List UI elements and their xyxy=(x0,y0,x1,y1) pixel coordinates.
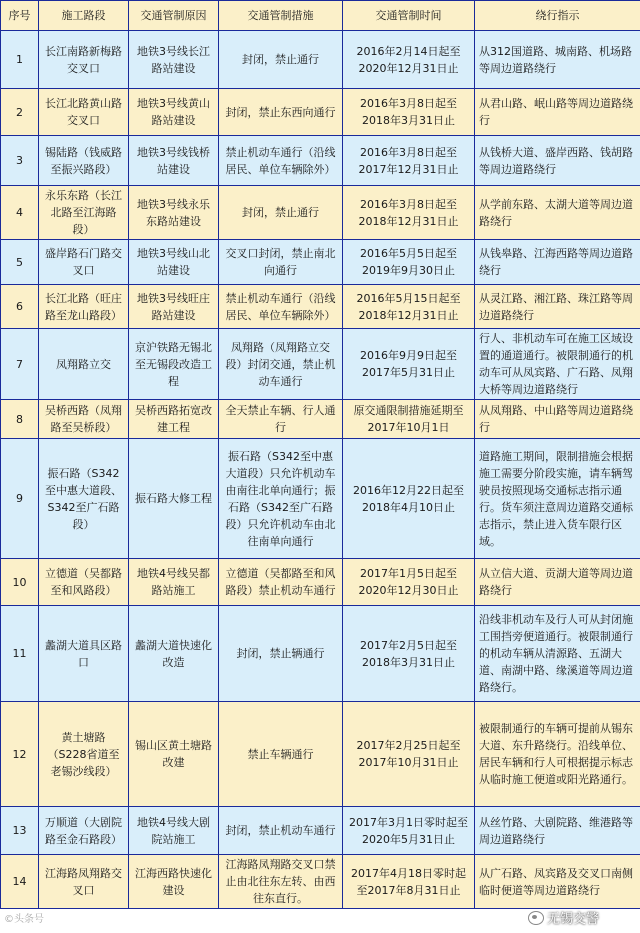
table-row xyxy=(1,285,640,329)
table-row xyxy=(1,329,640,400)
cell-detour: 从广石路、凤宾路及交叉口南侧临时便道等周边道路绕行 xyxy=(475,855,640,909)
cell-detour: 从灵江路、湘江路、珠江路等周边道路绕行 xyxy=(475,285,640,329)
table-row xyxy=(1,186,640,240)
watermark-brand xyxy=(528,908,599,927)
cell-detour: 从凤翔路、中山路等周边道路绕行 xyxy=(475,400,640,439)
cell-time: 2017年2月25日起至2017年10月31日止 xyxy=(343,702,475,807)
cell-measure: 全天禁止车辆、行人通行 xyxy=(219,400,343,439)
cell-measure: 封闭，禁止机动车通行 xyxy=(219,807,343,855)
cell-reason: 京沪铁路无锡北至无锡段改造工程 xyxy=(129,329,219,400)
cell-no: 11 xyxy=(1,606,39,702)
cell-detour: 道路施工期间，限制措施会根据施工需要分阶段实施，请车辆驾驶员按照现场交通标志指示通行。货车须注意周边道路交通标志指示，禁止进入货车限行区域。 xyxy=(475,439,640,559)
cell-route: 长江北路黄山路交叉口 xyxy=(39,89,129,136)
cell-reason: 锡山区黄土塘路改建 xyxy=(129,702,219,807)
table-row xyxy=(1,31,640,89)
cell-detour: 沿线非机动车及行人可从封闭施工围挡旁便道通行。被限制通行的机动车辆从清源路、五湖大道、南湖中路、缘溪道等周边道路绕行。 xyxy=(475,606,640,702)
cell-detour: 从钱皋路、江海西路等周边道路绕行 xyxy=(475,240,640,285)
cell-reason: 地铁3号线钱桥站建设 xyxy=(129,136,219,186)
cell-detour: 从312国道路、城南路、机场路等周边道路绕行 xyxy=(475,31,640,89)
cell-reason: 蠡湖大道快速化改造 xyxy=(129,606,219,702)
cell-time: 2017年1月5日起至2020年12月30日止 xyxy=(343,559,475,606)
cell-measure: 江海路凤翔路交叉口禁止由北往东左转、由西往东直行。 xyxy=(219,855,343,909)
cell-route: 锡陆路（钱威路至振兴路段） xyxy=(39,136,129,186)
cell-detour: 从钱桥大道、盛岸西路、钱胡路等周边道路绕行 xyxy=(475,136,640,186)
cell-reason: 江海西路快速化建设 xyxy=(129,855,219,909)
cell-no: 4 xyxy=(1,186,39,240)
cell-detour: 从君山路、岷山路等周边道路绕行 xyxy=(475,89,640,136)
cell-no: 7 xyxy=(1,329,39,400)
cell-time: 2016年3月8日起至2018年12月31日止 xyxy=(343,186,475,240)
cell-route: 立德道（吴都路至和风路段） xyxy=(39,559,129,606)
table-row xyxy=(1,400,640,439)
cell-time: 2017年3月1日零时起至2020年5月31日止 xyxy=(343,807,475,855)
table-row xyxy=(1,240,640,285)
cell-detour: 从立信大道、贡湖大道等周边道路绕行 xyxy=(475,559,640,606)
cell-measure: 立德道（吴都路至和风路段）禁止机动车通行 xyxy=(219,559,343,606)
chat-bubble-icon xyxy=(528,911,544,925)
cell-reason: 地铁4号线吴都路站施工 xyxy=(129,559,219,606)
cell-route: 永乐东路（长江北路至江海路段） xyxy=(39,186,129,240)
cell-no: 9 xyxy=(1,439,39,559)
cell-no: 6 xyxy=(1,285,39,329)
cell-no: 14 xyxy=(1,855,39,909)
cell-route: 盛岸路石门路交叉口 xyxy=(39,240,129,285)
cell-time: 2016年2月14日起至2020年12月31日止 xyxy=(343,31,475,89)
cell-detour: 从丝竹路、大剧院路、维港路等周边道路绕行 xyxy=(475,807,640,855)
cell-route: 蠡湖大道具区路口 xyxy=(39,606,129,702)
table-row xyxy=(1,89,640,136)
cell-reason: 地铁3号线永乐东路站建设 xyxy=(129,186,219,240)
header-no: 序号 xyxy=(1,1,39,31)
cell-measure: 禁止机动车通行（沿线居民、单位车辆除外） xyxy=(219,285,343,329)
cell-measure: 封闭，禁止通行 xyxy=(219,186,343,240)
cell-detour: 被限制通行的车辆可提前从锡东大道、东升路绕行。沿线单位、居民车辆和行人可根据提示标志从临时施工便道或阳光路通行。 xyxy=(475,702,640,807)
cell-route: 黄土塘路（S228省道至老锡沙线段） xyxy=(39,702,129,807)
cell-reason: 地铁3号线黄山路站建设 xyxy=(129,89,219,136)
cell-time: 2016年5月15日起至2018年12月31日止 xyxy=(343,285,475,329)
cell-route: 吴桥西路（凤翔路至吴桥段） xyxy=(39,400,129,439)
cell-measure: 振石路（S342至中惠大道段）只允许机动车由南往北单向通行；振石路（S342至广石路段）只允许机动车由北往南单向通行 xyxy=(219,439,343,559)
cell-route: 江海路凤翔路交叉口 xyxy=(39,855,129,909)
cell-measure: 封闭，禁止辆通行 xyxy=(219,606,343,702)
cell-time: 2016年5月5日起至2019年9月30日止 xyxy=(343,240,475,285)
table-row xyxy=(1,559,640,606)
table-row xyxy=(1,606,640,702)
cell-reason: 地铁3号线山北站建设 xyxy=(129,240,219,285)
cell-measure: 封闭，禁止通行 xyxy=(219,31,343,89)
cell-route: 长江南路新梅路交叉口 xyxy=(39,31,129,89)
cell-no: 8 xyxy=(1,400,39,439)
cell-no: 2 xyxy=(1,89,39,136)
cell-measure: 封闭，禁止东西向通行 xyxy=(219,89,343,136)
cell-time: 2017年4月18日零时起至2017年8月31日止 xyxy=(343,855,475,909)
header-reason: 交通管制原因 xyxy=(129,1,219,31)
table-body xyxy=(1,31,640,909)
table-row xyxy=(1,807,640,855)
cell-no: 5 xyxy=(1,240,39,285)
cell-time: 2016年9月9日起至2017年5月31日止 xyxy=(343,329,475,400)
cell-reason: 地铁3号线旺庄路站建设 xyxy=(129,285,219,329)
table-row xyxy=(1,136,640,186)
cell-route: 凤翔路立交 xyxy=(39,329,129,400)
cell-measure: 凤翔路（凤翔路立交段）封闭交通，禁止机动车通行 xyxy=(219,329,343,400)
cell-no: 1 xyxy=(1,31,39,89)
cell-detour: 从学前东路、太湖大道等周边道路绕行 xyxy=(475,186,640,240)
watermark-source: ©头条号 xyxy=(4,914,44,925)
cell-route: 万顺道（大剧院路至金石路段） xyxy=(39,807,129,855)
cell-no: 3 xyxy=(1,136,39,186)
table-row xyxy=(1,855,640,909)
watermark-brand-text: 无锡交警 xyxy=(547,912,600,927)
table-row xyxy=(1,439,640,559)
cell-time: 2017年2月5日起至2018年3月31日止 xyxy=(343,606,475,702)
cell-time: 2016年12月22日起至2018年4月10日止 xyxy=(343,439,475,559)
cell-measure: 禁止机动车通行（沿线居民、单位车辆除外） xyxy=(219,136,343,186)
cell-detour: 行人、非机动车可在施工区域设置的通道通行。被限制通行的机动车可从凤宾路、广石路、凤翔大桥等周边道路绕行 xyxy=(475,329,640,400)
cell-time: 2016年3月8日起至2017年12月31日止 xyxy=(343,136,475,186)
cell-no: 12 xyxy=(1,702,39,807)
cell-time: 2016年3月8日起至2018年3月31日止 xyxy=(343,89,475,136)
cell-measure: 禁止车辆通行 xyxy=(219,702,343,807)
cell-reason: 地铁4号线大剧院站施工 xyxy=(129,807,219,855)
cell-measure: 交叉口封闭，禁止南北向通行 xyxy=(219,240,343,285)
table-row xyxy=(1,702,640,807)
cell-time: 原交通限制措施延期至2017年10月1日 xyxy=(343,400,475,439)
cell-route: 振石路（S342至中惠大道段、S342至广石路段） xyxy=(39,439,129,559)
header-time: 交通管制时间 xyxy=(343,1,475,31)
header-measure: 交通管制措施 xyxy=(219,1,343,31)
cell-route: 长江北路（旺庄路至龙山路段） xyxy=(39,285,129,329)
header-detour: 绕行指示 xyxy=(475,1,640,31)
cell-no: 10 xyxy=(1,559,39,606)
cell-reason: 地铁3号线长江路站建设 xyxy=(129,31,219,89)
cell-reason: 吴桥西路拓宽改建工程 xyxy=(129,400,219,439)
cell-no: 13 xyxy=(1,807,39,855)
table-header-row xyxy=(1,1,640,31)
header-route: 施工路段 xyxy=(39,1,129,31)
cell-reason: 振石路大修工程 xyxy=(129,439,219,559)
